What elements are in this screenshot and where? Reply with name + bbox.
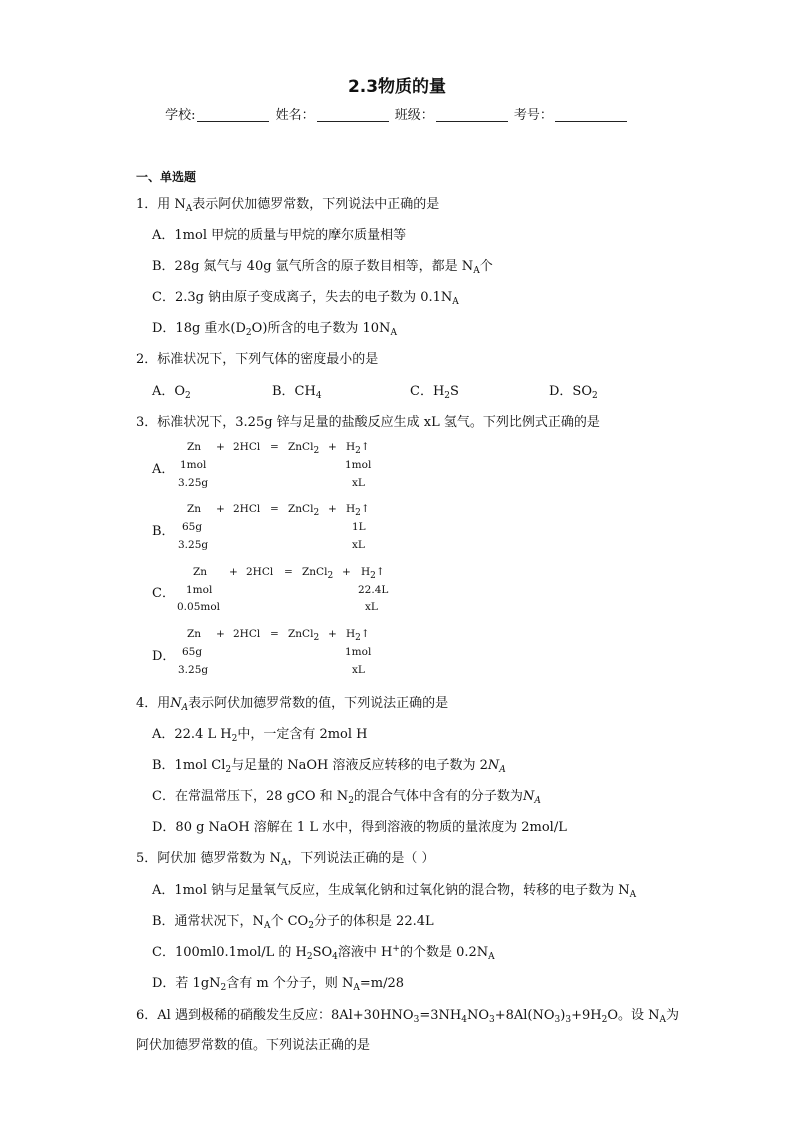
eq-h2: $H_2↑$ (346, 503, 370, 518)
question-2-option-c: C．$H_2S$ (410, 384, 459, 401)
class-blank[interactable] (436, 107, 508, 122)
section-heading: 一、单选题 (136, 170, 197, 184)
question-4-option-d: D．80 g NaOH 溶解在 1 L 水中，得到溶液的物质的量浓度为 2mol/L (152, 820, 567, 835)
eq-plus-2: + (328, 628, 337, 640)
question-4-stem: 4．用$N_A$表示阿伏加德罗常数的值，下列说法正确的是 (136, 696, 449, 713)
eq-row1-right: 22.4L (358, 584, 389, 596)
eq-row1-left: 1mol (186, 584, 213, 596)
name-blank[interactable] (317, 107, 389, 122)
eq-zncl2: ZnCl$_2$ (302, 566, 334, 581)
question-5-option-a: A．1mol 钠与足量氧气反应，生成氧化钠和过氧化钠的混合物，转移的电子数为 $N_A$ (152, 883, 637, 900)
question-5-option-c: C．100ml0.1mol/L 的 $H_2SO_4$溶液中 H+的个数是 $0.2N_A$ (152, 944, 495, 962)
eq-plus: + (216, 503, 225, 515)
eq-equals: = (270, 628, 279, 640)
eq-row1-left: 1mol (180, 459, 207, 471)
option-label-c: C． (152, 586, 175, 601)
eq-hcl: 2HCl (233, 441, 261, 453)
eq-hcl: 2HCl (233, 503, 261, 515)
question-2-option-d: D．$SO_2$ (549, 384, 598, 401)
eq-zncl2: ZnCl$_2$ (288, 503, 320, 518)
eq-plus-2: + (342, 566, 351, 578)
option-label-b: B． (152, 524, 175, 539)
eq-equals: = (270, 441, 279, 453)
eq-zn: Zn (187, 441, 202, 453)
eq-row2-left: 0.05mol (177, 601, 221, 613)
question-5-option-d: D．若 $1gN_2$含有 m 个分子，则 $N_A=m/28$ (152, 976, 405, 993)
eq-row2-right: xL (352, 664, 365, 676)
eq-plus-2: + (328, 441, 337, 453)
eq-zn: Zn (193, 566, 208, 578)
question-1-option-d: D．18g 重水$(D_2O)$所含的电子数为 $10N_A$ (152, 321, 397, 338)
id-blank[interactable] (555, 107, 627, 122)
name-label: 姓名： (275, 108, 315, 123)
question-6-stem-line-1: 6．Al 遇到极稀的硝酸发生反应：$8Al+30HNO_3=3NH_4NO_3+8Al(NO_3)_3+9H_2O$。设 $N_A$为 (136, 1008, 680, 1025)
school-blank[interactable] (197, 107, 269, 122)
option-label-a: A． (152, 462, 175, 477)
question-1-option-a: A．1mol 甲烷的质量与甲烷的摩尔质量相等 (152, 228, 407, 243)
eq-row2-left: 3.25g (178, 664, 209, 676)
eq-plus: + (216, 441, 225, 453)
eq-row1-right: 1mol (345, 646, 372, 658)
eq-h2: $H_2↑$ (346, 441, 370, 456)
question-2-option-a: A．$O_2$ (152, 384, 191, 401)
page-title: 2.3物质的量 (347, 77, 447, 97)
eq-zn: Zn (187, 628, 202, 640)
eq-zn: Zn (187, 503, 202, 515)
eq-hcl: 2HCl (246, 566, 274, 578)
eq-hcl: 2HCl (233, 628, 261, 640)
question-1-option-c: C．2.3g 钠由原子变成离子，失去的电子数为 $0.1N_A$ (152, 290, 459, 307)
question-3-stem: 3．标准状况下，3.25g 锌与足量的盐酸反应生成 xL 氢气。下列比例式正确的是 (136, 415, 600, 430)
option-label-d: D． (152, 649, 176, 664)
question-4-option-b: B．1mol $Cl_2$与足量的 NaOH 溶液反应转移的电子数为 $2N_A$ (152, 758, 506, 775)
eq-row2-right: xL (352, 539, 365, 551)
id-label: 考号： (513, 108, 553, 123)
eq-row1-right: 1L (352, 521, 366, 533)
eq-row1-left: 65g (182, 646, 203, 658)
eq-plus: + (229, 566, 238, 578)
eq-row2-right: xL (365, 601, 378, 613)
question-4-option-a: A．22.4 L $H_2$中，一定含有 2mol H (152, 727, 368, 744)
eq-row1-left: 65g (182, 521, 203, 533)
question-2-stem: 2．标准状况下，下列气体的密度最小的是 (136, 352, 379, 367)
eq-plus: + (216, 628, 225, 640)
eq-row2-right: xL (352, 477, 365, 489)
eq-zncl2: ZnCl$_2$ (288, 628, 320, 643)
question-5-stem: 5．阿伏加 德罗常数为 $N_A$，下列说法正确的是（ ） (136, 851, 435, 868)
eq-h2: $H_2↑$ (361, 566, 385, 581)
question-1-stem: 1．用 $N_A$表示阿伏加德罗常数，下列说法中正确的是 (136, 197, 440, 214)
eq-equals: = (270, 503, 279, 515)
eq-plus-2: + (328, 503, 337, 515)
question-4-option-c: C．在常温常压下，28 gCO 和 $N_2$的混合气体中含有的分子数为$N_A$ (152, 789, 541, 806)
question-2-option-b: B．$CH_4$ (272, 384, 322, 401)
eq-row2-left: 3.25g (178, 539, 209, 551)
eq-row2-left: 3.25g (178, 477, 209, 489)
class-label: 班级： (394, 108, 434, 123)
eq-row1-right: 1mol (345, 459, 372, 471)
student-info-line (0, 104, 794, 123)
question-1-option-b: B．28g 氮气与 40g 氩气所含的原子数目相等，都是 $N_A$个 (152, 259, 493, 276)
question-6-stem-line-2: 阿伏加德罗常数的值。下列说法正确的是 (136, 1038, 371, 1053)
eq-equals: = (284, 566, 293, 578)
question-5-option-b: B．通常状况下，$N_A$个 $CO_2$分子的体积是 22.4L (152, 914, 434, 931)
eq-h2: $H_2↑$ (346, 628, 370, 643)
eq-zncl2: ZnCl$_2$ (288, 441, 320, 456)
school-label: 学校: (165, 108, 196, 123)
